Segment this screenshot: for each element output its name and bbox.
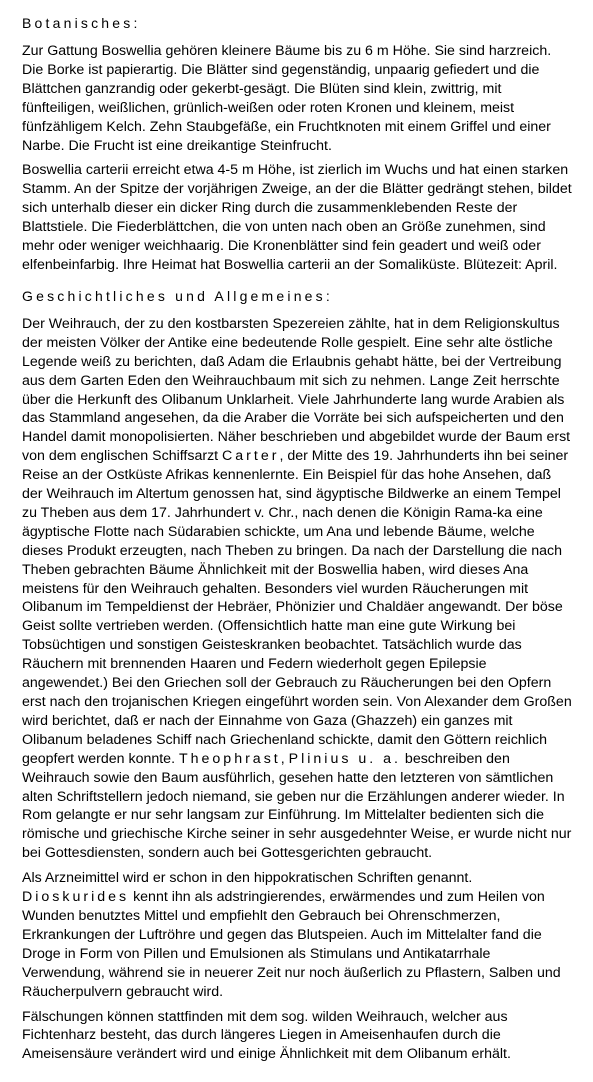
paragraph-botanik-1: Zur Gattung Boswellia gehören kleinere Bäume bis zu 6 m Höhe. Sie sind harzreich. Die Borke ist papierartig. Die Blätter sind gegenständig, unpaarig gefiedert und die Blättchen ganzrandig oder gekerbt-gesägt. Die Blüten sind klein, zwittrig, mit fünfteiligen, weißlichen, grünlich-weißen oder roten Kronen und kleinem, meist fünfzähligem Kelch. Zehn Staubgefäße, ein Fruchtknoten mit einem Griffel und einer Narbe. Die Frucht ist eine dreikantige Steinfrucht. bbox=[22, 43, 552, 154]
text-run: , bbox=[280, 750, 289, 767]
author-name-theophrast: Theophrast bbox=[178, 750, 281, 767]
paragraph-geschichte-2 bbox=[22, 869, 575, 1001]
paragraph-geschichte-3: Fälschungen können stattfinden mit dem sog. wilden Weihrauch, welcher aus Fichtenharz besteht, das durch längeres Liegen in Ameisenhaufen durch die Ameisensäure verändert wird und einige Ähnlichkeit mit dem Olibanum erhält. bbox=[22, 1008, 511, 1063]
author-name-plinius: Plinius u. a. bbox=[288, 750, 401, 767]
paragraph-botanik-2: Boswellia carterii erreicht etwa 4-5 m Höhe, ist zierlich im Wuchs und hat einen starken Stamm. An der Spitze der vorjährigen Zweige, an der die Blätter gedrängt stehen, bildet sich unterhalb dieser ein dicker Ring durch die zusammenklebenden Reste der Blattstiele. Die Fiederblättchen, die von unten nach oben an Größe zunehmen, sind mehr oder weniger weichhaarig. Die Kronenblätter sind fein geadert und weiß oder elfenbeinfarbig. Ihre Heimat hat Boswellia carterii an der Somaliküste. Blütezeit: April. bbox=[22, 162, 572, 273]
text-run: beschreiben den Weihrauch sowie den Baum ausführlich, gesehen hatte den letzteren von sämtlichen alten Schriftstellern jedoch niemand, sie geben nur die Erzählungen anderer wieder. In Rom gelangte er nur sehr langsam zur Einführung. Im Mittelalter bedienten sich die römische und griechische Kirche seiner in sehr ausgedehnter Weise, er wurde nicht nur bei Gottesdiensten, sondern auch bei Gottesgerichten gebraucht. bbox=[22, 750, 572, 862]
section-heading-botanik: Botanisches: bbox=[22, 15, 141, 31]
text-run: kennt ihn als adstringierendes, erwärmendes und zum Heilen von Wunden benutztes Mittel und empfiehlt den Gebrauch bei Ohrenschmerzen, Erkrankungen der Luftröhre und gegen das Blutspeien. Auch im Mittelalter fand die Droge in Form von Pillen und Emulsionen als Stimulans und Antikatarrhale Verwendung, während sie in neuerer Zeit nur noch äußerlich zu Pflastern, Salben und Räucherpulvern gebraucht wird. bbox=[22, 889, 561, 1000]
author-name-carter: Carter bbox=[222, 448, 280, 465]
text-run: , der Mitte des 19. Jahrhunderts ihn bei seiner Reise an der Ostküste Afrikas kennenlernte. Ein Beispiel für das hohe Ansehen, daß der Weihrauch im Altertum genossen hat, sind ägyptische Bildwerke an einem Tempel zu Theben aus dem 17. Jahrhundert v. Chr., nach denen die Königin Rama-ka eine ägyptische Flotte nach Südarabien schickte, um Ana und lebende Bäume, welche dieses Produkt erzeugten, nach Theben zu bringen. Da nach der Darstellung die nach Theben gebrachten Bäume Ähnlichkeit mit der Boswellia haben, wird dieses Ana meistens für den Weihrauch gehalten. Besonders viel wurden Räucherungen mit Olibanum im Tempeldienst der Hebräer, Phönizier und Chaldäer angewandt. Der böse Geist sollte vertrieben werden. (Offensichtlich hatte man eine gute Wirkung bei Tobsüchtigen und sonstigen Geisteskranken beobachtet. Tatsächlich wurde das Räuchern mit brennenden Haaren und Federn wiederholt gegen Epilepsie angewendet.) Bei den Griechen soll der Gebrauch zu Räucherungen bei den Opfern erst nach den trojanischen Kriegen eingeführt worden sein. Von Alexander dem Großen wird berichtet, daß er nach der Einnahme von Gaza (Ghazzeh) ein ganzes mit Olibanum beladenes Schiff nach Griechenland schickte, damit den Göttern reichlich geopfert werden konnte. bbox=[22, 448, 572, 767]
text-run: Als Arzneimittel wird er schon in den hippokratischen Schriften genannt. bbox=[22, 870, 473, 887]
author-name-dioskurides: Dioskurides bbox=[22, 889, 130, 906]
text-run: Der Weihrauch, der zu den kostbarsten Spezereien zählte, hat in dem Religionskultus der meisten Völker der Antike eine bedeutende Rolle gespielt. Eine sehr alte östliche Legende weiß zu berichten, daß Adam die Erlaubnis gehabt hätte, bei der Vertreibung aus dem Garten Eden den Weihrauchbaum mit sich zu nehmen. Lange Zeit herrschte über die Herkunft des Olibanum Unklarheit. Viele Jahrhunderte lang wurde Arabien als das Stammland angesehen, da die Araber die Vorräte bei sich aufspeicherten und den Handel damit monopolisierten. Näher beschrieben und abgebildet wurde der Baum erst von dem englischen Schiffsarzt bbox=[22, 315, 571, 465]
section-heading-geschichte: Geschichtliches und Allgemeines: bbox=[22, 287, 333, 304]
paragraph-geschichte-1 bbox=[22, 315, 575, 863]
